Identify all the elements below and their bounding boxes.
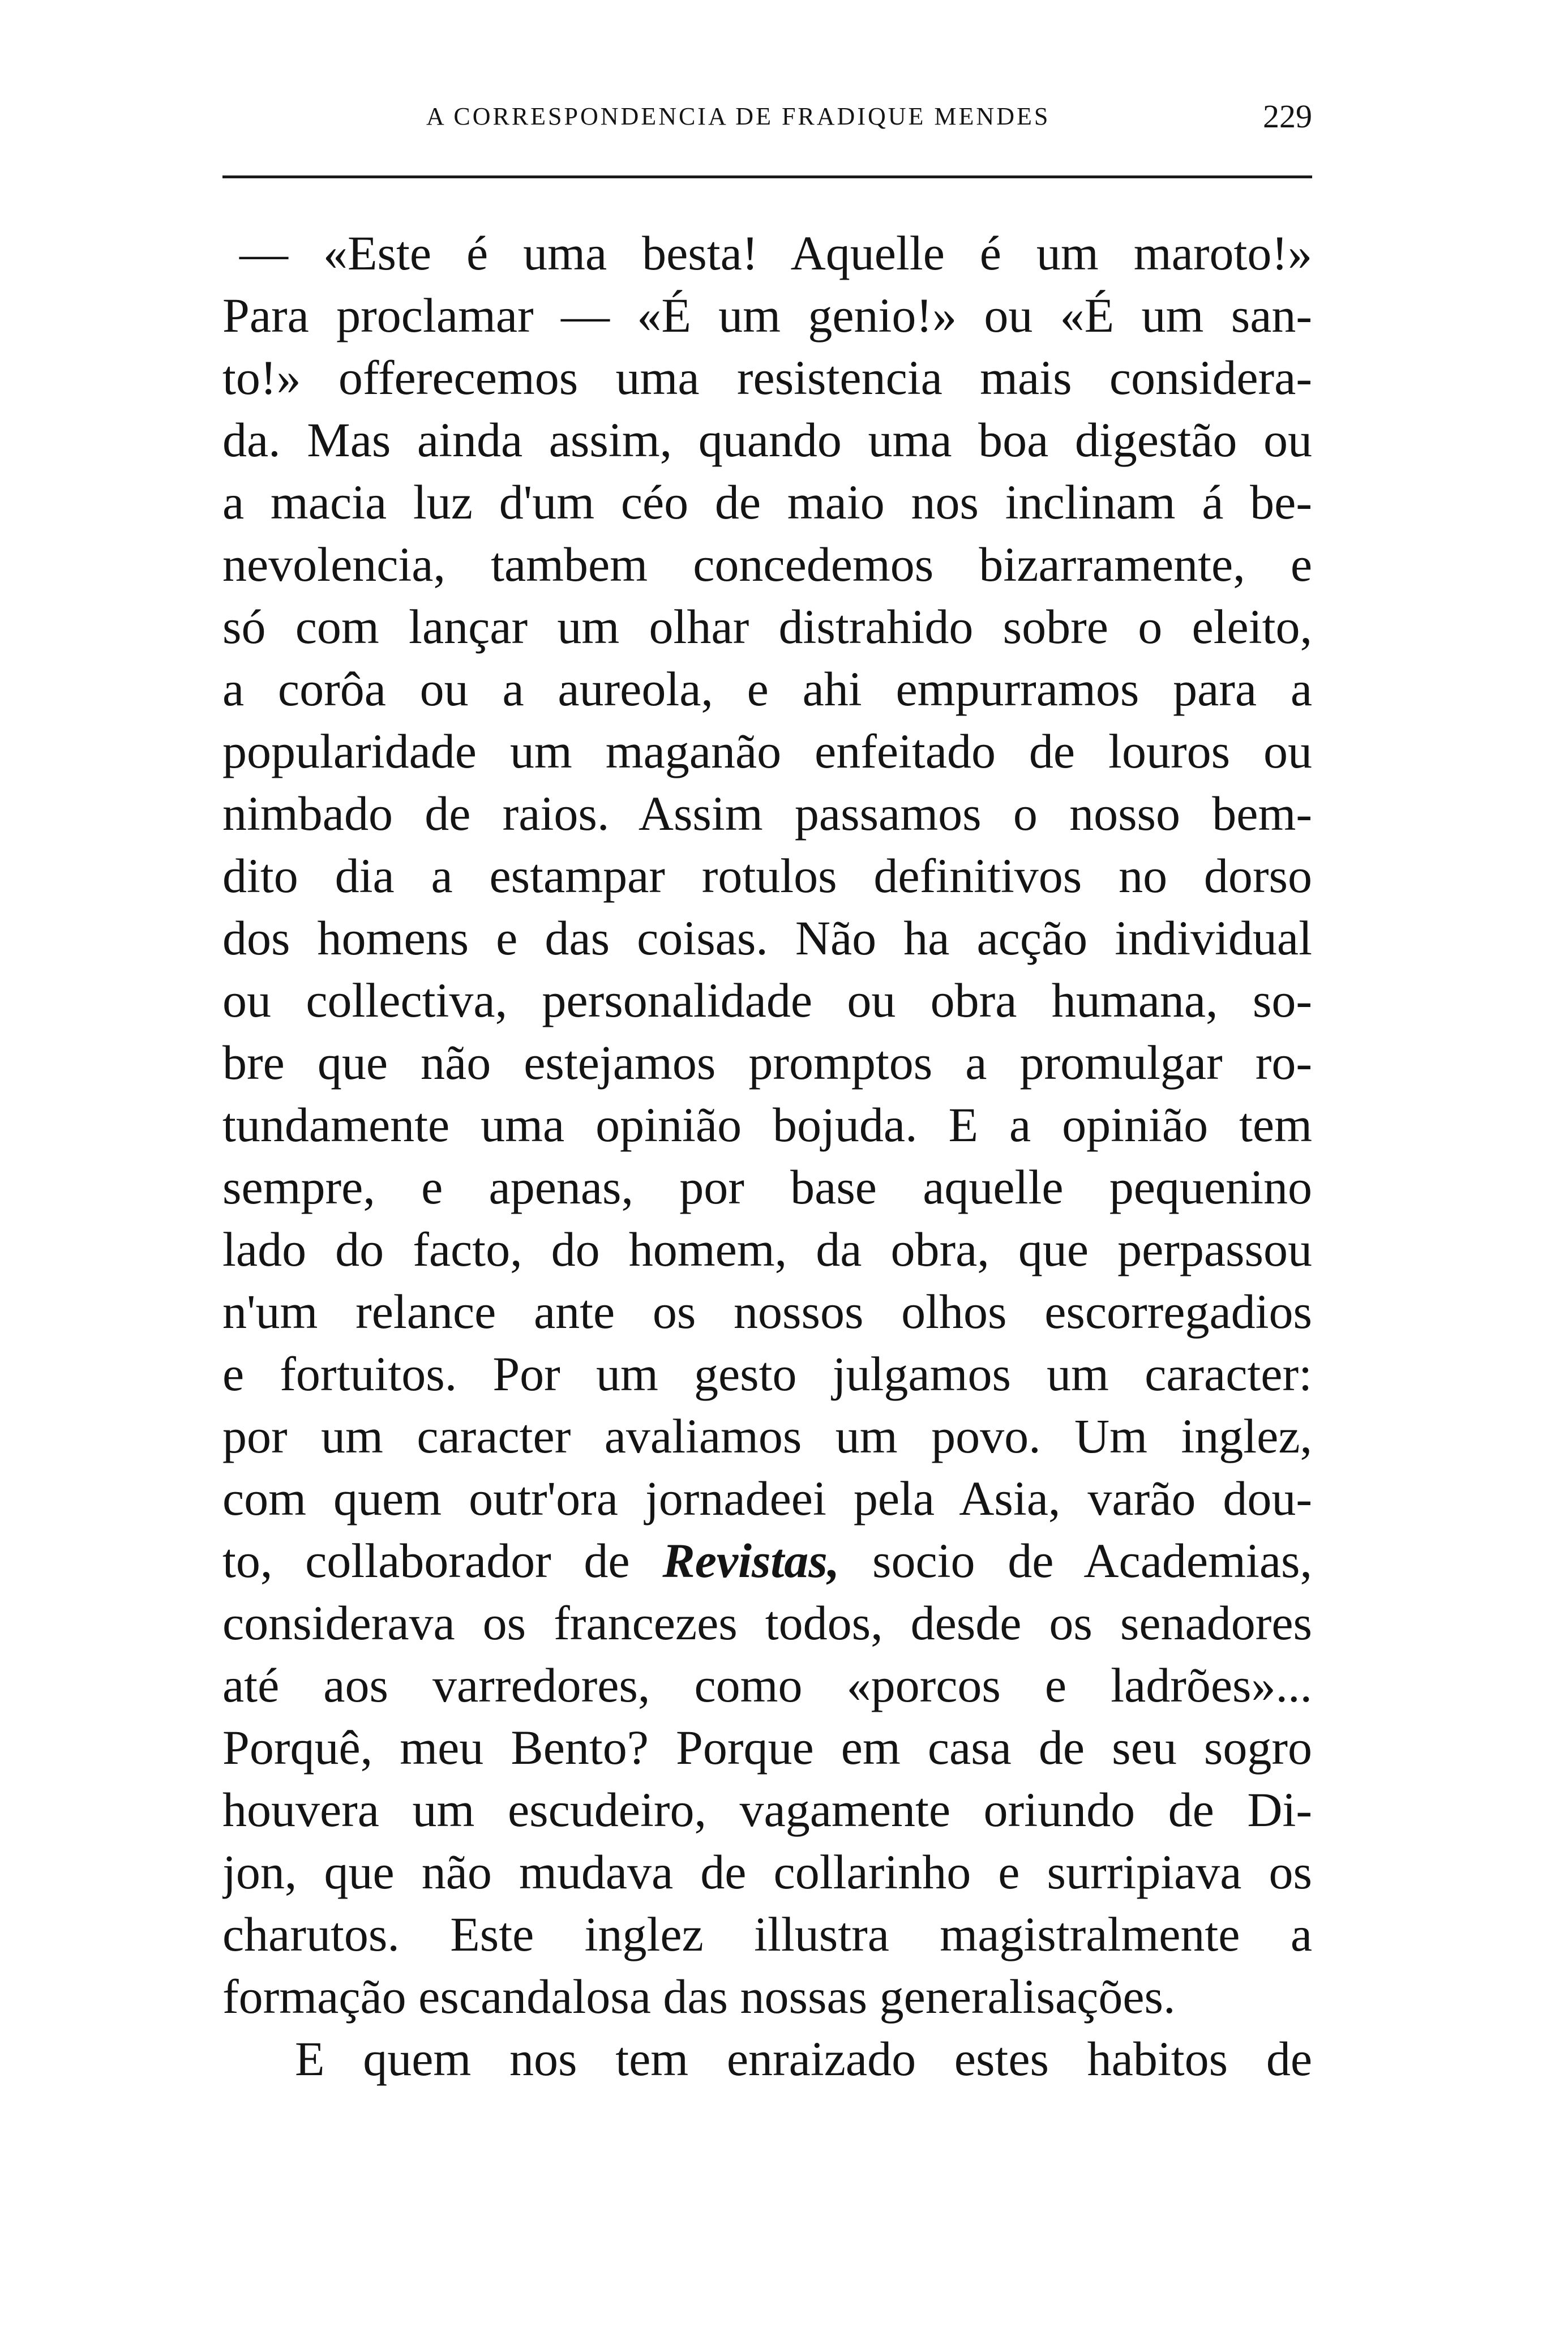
- text-line: formação escandalosa das nossas generalisações.: [222, 1969, 1176, 2024]
- text-line: dos homens e das coisas. Não ha acção individual: [222, 911, 1312, 965]
- text-line: e fortuitos. Por um gesto julgamos um caracter:: [222, 1347, 1312, 1401]
- text-line: — «Este é uma besta! Aquelle é um maroto!»: [239, 226, 1312, 280]
- text-line: só com lançar um olhar distrahido sobre o eleito,: [222, 599, 1312, 654]
- text-line: da. Mas ainda assim, quando uma boa digestão ou: [222, 413, 1312, 467]
- text-line: Porquê, meu Bento? Porque em casa de seu sogro: [222, 1720, 1312, 1775]
- text-segment: to, collaborador de: [222, 1533, 663, 1588]
- text-line: nimbado de raios. Assim passamos o nosso bem-: [222, 786, 1312, 841]
- body-text: [222, 222, 1312, 2090]
- text-line: dito dia a estampar rotulos definitivos no dorso: [222, 849, 1312, 903]
- text-line: até aos varredores, como «porcos e ladrões»...: [222, 1658, 1312, 1712]
- text-line: nevolencia, tambem concedemos bizarramente, e: [222, 537, 1312, 592]
- header-rule: [222, 175, 1312, 178]
- text-line: lado do facto, do homem, da obra, que perpassou: [222, 1222, 1312, 1276]
- text-line: com quem outr'ora jornadeei pela Asia, varão dou-: [222, 1471, 1312, 1526]
- text-line: jon, que não mudava de collarinho e surripiava os: [222, 1845, 1312, 1899]
- text-line: tundamente uma opinião bojuda. E a opinião tem: [222, 1098, 1312, 1152]
- text-line: sempre, e apenas, por base aquelle pequenino: [222, 1160, 1312, 1214]
- running-head: [222, 97, 1312, 137]
- text-line: por um caracter avaliamos um povo. Um inglez,: [222, 1409, 1312, 1463]
- text-line: a corôa ou a aureola, e ahi empurramos para a: [222, 662, 1312, 716]
- paragraph-start-line: E quem nos tem enraizado estes habitos de: [295, 2032, 1312, 2086]
- text-line: charutos. Este inglez illustra magistralmente a: [222, 1907, 1312, 1961]
- text-line: considerava os francezes todos, desde os senadores: [222, 1596, 1312, 1650]
- text-line-with-italic: [222, 1529, 1312, 1592]
- italic-title-revistas: Revistas,: [662, 1533, 840, 1588]
- page-number: 229: [1263, 98, 1312, 135]
- text-line: houvera um escudeiro, vagamente oriundo de Di-: [222, 1782, 1312, 1837]
- text-line: Para proclamar — «É um genio!» ou «É um san-: [222, 288, 1312, 342]
- text-line: ou collectiva, personalidade ou obra humana, so-: [222, 973, 1312, 1027]
- text-line: a macia luz d'um céo de maio nos inclinam á be-: [222, 475, 1312, 529]
- text-line: n'um relance ante os nossos olhos escorregadios: [222, 1284, 1312, 1339]
- text-line: popularidade um maganão enfeitado de louros ou: [222, 724, 1312, 778]
- text-segment: socio de Academias,: [839, 1533, 1312, 1588]
- text-line: bre que não estejamos promptos a promulgar ro-: [222, 1035, 1312, 1090]
- running-title: A CORRESPONDENCIA DE FRADIQUE MENDES: [426, 102, 1051, 130]
- text-line: to!» offerecemos uma resistencia mais considera-: [222, 350, 1312, 405]
